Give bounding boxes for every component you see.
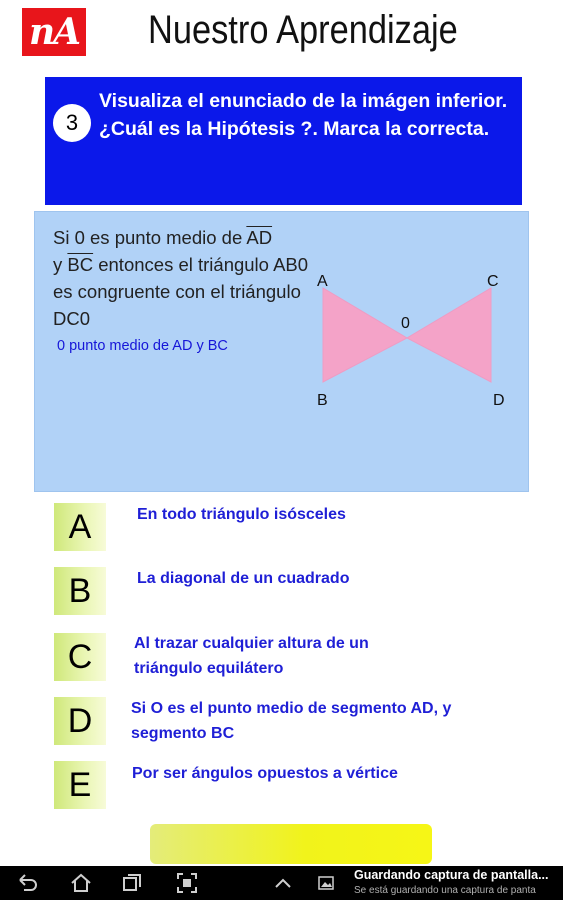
notification-subtitle: Se está guardando una captura de panta bbox=[354, 885, 536, 896]
statement-text bbox=[53, 224, 318, 332]
question-number-badge: 3 bbox=[53, 104, 91, 142]
option-c-text[interactable]: Al trazar cualquier altura de un triángulo equilátero bbox=[134, 635, 369, 677]
image-icon bbox=[318, 875, 334, 891]
question-box bbox=[45, 77, 522, 205]
recent-apps-icon[interactable] bbox=[121, 872, 143, 894]
label-o: 0 bbox=[401, 315, 410, 332]
submit-button[interactable] bbox=[150, 824, 432, 864]
app-title: Nuestro Aprendizaje bbox=[148, 8, 458, 52]
question-text: Visualiza el enunciado de la imágen inferior.¿Cuál es la Hipótesis ?. Marca la correcta. bbox=[99, 90, 508, 140]
option-a-text[interactable]: En todo triángulo isósceles bbox=[137, 506, 346, 523]
option-e-button[interactable]: E bbox=[54, 761, 106, 809]
app-logo: nA bbox=[22, 8, 86, 56]
option-c-button[interactable]: C bbox=[54, 633, 106, 681]
option-e-text[interactable]: Por ser ángulos opuestos a vértice bbox=[132, 765, 398, 782]
option-b-button[interactable]: B bbox=[54, 567, 106, 615]
home-icon[interactable] bbox=[70, 872, 92, 894]
statement-note: 0 punto medio de AD y BC bbox=[57, 338, 228, 354]
segment-bc-label: $\overline{BC}$ bbox=[67, 254, 94, 275]
back-icon[interactable] bbox=[17, 872, 39, 894]
screenshot-icon[interactable] bbox=[176, 872, 198, 894]
statement-panel bbox=[34, 211, 529, 492]
option-b-text[interactable]: La diagonal de un cuadrado bbox=[137, 570, 350, 587]
label-d: D bbox=[493, 392, 505, 409]
option-a-button[interactable]: A bbox=[54, 503, 106, 551]
menu-up-icon[interactable] bbox=[272, 872, 294, 894]
notification-title: Guardando captura de pantalla... bbox=[354, 868, 549, 882]
option-d-text[interactable]: Si O es el punto medio de segmento AD, y segmento BC bbox=[131, 700, 452, 742]
system-nav-bar bbox=[0, 866, 563, 900]
statement-part3: entonces el triángulo AB0 es congruente con el triángulo DC0 bbox=[53, 254, 309, 329]
label-a: A bbox=[317, 273, 328, 290]
triangle-dco bbox=[407, 288, 491, 382]
bowtie-figure bbox=[297, 252, 537, 422]
label-c: C bbox=[487, 273, 499, 290]
statement-part1: Si 0 es punto medio de bbox=[53, 227, 247, 248]
option-d-button[interactable]: D bbox=[54, 697, 106, 745]
statement-part2: y bbox=[53, 254, 68, 275]
segment-ad-label: $\overline{AD}$ bbox=[246, 227, 273, 248]
label-b: B bbox=[317, 392, 328, 409]
triangle-abo bbox=[323, 288, 407, 382]
